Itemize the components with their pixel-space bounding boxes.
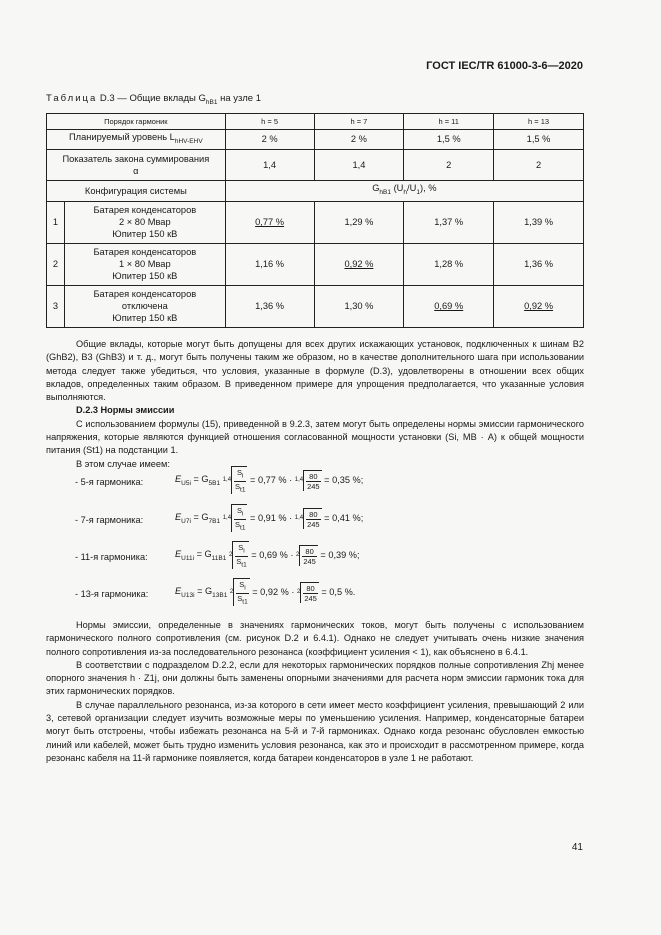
alpha-h11: 2 [404, 149, 494, 180]
caption-text: D.3 — Общие вклады G [97, 93, 206, 104]
header-h13: h = 13 [494, 114, 584, 130]
paragraph: С использованием формулы (15), приведенной в 9.2.3, затем могут быть определены нормы эмиссии гармонического напряжения, которые являются функцией отношения согласованной мощности установки (Si, МВ · А) к общей мощности питания (St1) на подстанции 1. [46, 418, 584, 456]
formula: $E_{U11i} = G_{11B1}$ 2 $\frac{S_i}{S_{t1}}$ = 0,69 % · 2 $\frac{80}{245}$ = 0,39 %; [175, 543, 360, 568]
row-value: 0,69 % [404, 285, 494, 327]
paragraph: Нормы эмиссии, определенные в значениях гармонических токов, могут быть получены с использованием гармонического полного сопротивления (см. рисунок D.2 и 6.4.1). Однако не следует учитывать очень низкие значения полного сопротивления из-за последовательного резонанса (коэффициент усиления < 1), как объяснено в 6.4.1. [46, 620, 584, 657]
text-block-2 [46, 619, 584, 765]
row-number: 1 [47, 201, 65, 243]
document-page: ГОСТ IEC/TR 61000-3-6—2020 Таблица D.3 — Общие вклады $G_{hB1}$ на узле 1 Порядок гармоник h = 5 h = 7 h = 11 h = 13 Планируемый уровень $L_{hHV-EHV}$ 2 % 2 % 1,5 % 1,5 % Показатель закона суммирования α 1,4 1,4 2 2 Конфигурация системы $G_{hB1}$ $(U_h/U_1)$, % 1 Батарея конденсаторов 2 × 80 Мвар Юпитер 150 кВ 0,77 % 1,29 % 1,37 % 1,39 % 2 Батарея конденсаторов 1 × 80 Мвар Юпитер 150 кВ 1,16 % 0,92 % 1,28 % 1,36 % 3 Батарея конденсаторов отключена Юпитер 150 кВ 1,36 % 1,30 % 0,69 % 0,92 % Общие вклады, которые могут быть допущены для всех других искажающих установок, подключенных к шинам B2 (GhB2), B3 (GhB3) и т. д., могут быть получены таким же образом, но в качестве дополнительного шага при использовании метода следует также убедиться, что условия, указанные в формуле (D.3), удовлетворены в отношении всех общих вкладов, определенных таким образом. В приведенном примере для упрощения предполагается, что указанные условия выполняются. D.2.3 Нормы эмиссии С использованием формулы (15), приведенной в 9.2.3, затем могут быть определены нормы эмиссии гармонического напряжения, которые являются функцией отношения согласованной мощности установки (Si, МВ · А) к общей мощности питания (St1) на подстанции 1. В этом случае имеем: - 5-я гармоника: $E_{U5i} = G_{5B1}$ 1,4 $\frac{S_i}{S_{t1}}$ = 0,77 % · 1,4 $\frac{80}{245}$ = 0,35 %; - 7-я гармоника: $E_{U7i} = G_{7B1}$ 1,4 $\frac{S_i}{S_{t1}}$ = 0,91 % · 1,4 $\frac{80}{245}$ = 0,41 %; - 11-я гармоника: $E_{U11i} = G_{11B1}$ 2 $\frac{S_i}{S_{t1}}$ = 0,69 % · 2 $\frac{80}{245}$ = 0,39 %; - 13-я гармоника: $E_{U13i} = G_{13B1}$ 2 $\frac{S_i}{S_{t1}}$ = 0,92 % · 2 $\frac{80}{245}$ = 0,5 %. Нормы эмиссии, определенные в значениях гармонических токов, могут быть получены с использованием гармонического полного сопротивления (см. рисунок D.2 и 6.4.1). Однако не следует учитывать очень низкие значения полного сопротивления из-за последовательного резонанса (коэффициент усиления < 1), как объяснено в 6.4.1. В соответствии с подразделом D.2.2, если для некоторых гармонических порядков полные сопротивления Zhj менее опорного значения h · Z1j, они должны быть заменены опорными значениями для расчета норм эмиссии гармоник тока для этих гармонических порядков. В случае параллельного резонанса, из-за которого в сети имеет место коэффициент усиления, превышающий 2 или 3, сетевой организации следует изучить возможные меры по уменьшению усиления. Например, конденсаторные батареи могут быть отстроены, чтобы избежать резонанса на 5-й и 7-й гармониках. Однако когда резонанс обусловлен емкостью линий или кабелей, может быть трудно изменить условия резонанса, как это и происходит в рассмотренном примере, когда резонанс кабеля на 11-й гармонике появляется, когда батареи конденсаторов в узле 1 не работают. 41 [0, 0, 661, 935]
planned-h13: 1,5 % [494, 130, 584, 150]
formula: $E_{U5i} = G_{5B1}$ 1,4 $\frac{S_i}{S_{t1}}$ = 0,77 % · 1,4 $\frac{80}{245}$ = 0,35 %; [175, 468, 364, 493]
row-value: 1,28 % [404, 243, 494, 285]
row-value: 1,36 % [225, 285, 314, 327]
row-value: 0,92 % [494, 285, 584, 327]
alpha-h13: 2 [494, 149, 584, 180]
formula: $E_{U7i} = G_{7B1}$ 1,4 $\frac{S_i}{S_{t1}}$ = 0,91 % · 1,4 $\frac{80}{245}$ = 0,41 %; [175, 506, 364, 531]
caption-tail: на узле 1 [217, 93, 262, 104]
alpha-h7: 1,4 [314, 149, 404, 180]
contributions-table [46, 113, 584, 328]
config-label: Конфигурация системы [47, 180, 226, 201]
row-config: Батарея конденсаторов 1 × 80 Мвар Юпитер 150 кВ [64, 243, 225, 285]
header-h11: h = 11 [404, 114, 494, 130]
row-value: 1,29 % [314, 201, 404, 243]
row-value: 1,39 % [494, 201, 584, 243]
row-value: 1,36 % [494, 243, 584, 285]
header-harmonic-order: Порядок гармоник [47, 114, 226, 130]
paragraph: В этом случае имеем: [76, 458, 170, 469]
paragraph: В соответствии с подразделом D.2.2, если для некоторых гармонических порядков полные сопротивления Zhj менее опорного значения h · Z1j, они должны быть заменены опорными значениями для расчета норм эмиссии гармоник тока для этих гармонических порядков. [46, 659, 584, 697]
contribution-header: $G_{hB1}$ $(U_h/U_1)$, % [225, 180, 583, 201]
caption-prefix: Таблица [46, 93, 98, 104]
table-row [47, 201, 584, 243]
planned-h5: 2 % [225, 130, 314, 150]
row-config: Батарея конденсаторов 2 × 80 Мвар Юпитер 150 кВ [64, 201, 225, 243]
paragraph: В случае параллельного резонанса, из-за которого в сети имеет место коэффициент усиления, превышающий 2 или 3, сетевой организации следует изучить возможные меры по уменьшению усиления. Например, конденсаторные батареи могут быть отстроены, чтобы избежать резонанса на 5-й и 7-й гармониках. Однако когда резонанс обусловлен емкостью линий или кабелей, может быть трудно изменить условия резонанса, как это и происходит в рассмотренном примере, когда резонанс кабеля на 11-й гармонике появляется, когда батареи конденсаторов в узле 1 не работают. [46, 699, 584, 763]
table-row [47, 243, 584, 285]
formula: $E_{U13i} = G_{13B1}$ 2 $\frac{S_i}{S_{t1}}$ = 0,92 % · 2 $\frac{80}{245}$ = 0,5 %. [175, 580, 356, 605]
header-h5: h = 5 [225, 114, 314, 130]
row-value: 0,77 % [225, 201, 314, 243]
row-value: 1,37 % [404, 201, 494, 243]
alpha-h5: 1,4 [225, 149, 314, 180]
paragraph: Общие вклады, которые могут быть допущены для всех других искажающих установок, подключенных к шинам B2 (GhB2), B3 (GhB3) и т. д., могут быть получены таким же образом, но в качестве дополнительного шага при использовании метода следует также убедиться, что условия, указанные в формуле (D.3), удовлетворены в отношении всех общих вкладов, определенных таким образом. В приведенном примере для упрощения предполагается, что указанные условия выполняются. [46, 339, 584, 403]
row-value: 0,92 % [314, 243, 404, 285]
page-number: 41 [571, 842, 583, 853]
alpha-label: Показатель закона суммирования α [47, 149, 226, 180]
table-caption [46, 93, 261, 106]
row-number: 3 [47, 285, 65, 327]
planned-level-label: Планируемый уровень $L_{hHV-EHV}$ [47, 130, 226, 150]
section-heading: D.2.3 Нормы эмиссии [76, 405, 175, 416]
row-value: 1,16 % [225, 243, 314, 285]
planned-h7: 2 % [314, 130, 404, 150]
caption-sub: hB1 [205, 98, 218, 106]
planned-h11: 1,5 % [404, 130, 494, 150]
row-number: 2 [47, 243, 65, 285]
row-value: 1,30 % [314, 285, 404, 327]
row-config: Батарея конденсаторов отключена Юпитер 150 кВ [64, 285, 225, 327]
standard-header: ГОСТ IEC/TR 61000-3-6—2020 [426, 60, 583, 72]
table-row [47, 285, 584, 327]
text-block-1 [46, 338, 584, 471]
header-h7: h = 7 [314, 114, 404, 130]
